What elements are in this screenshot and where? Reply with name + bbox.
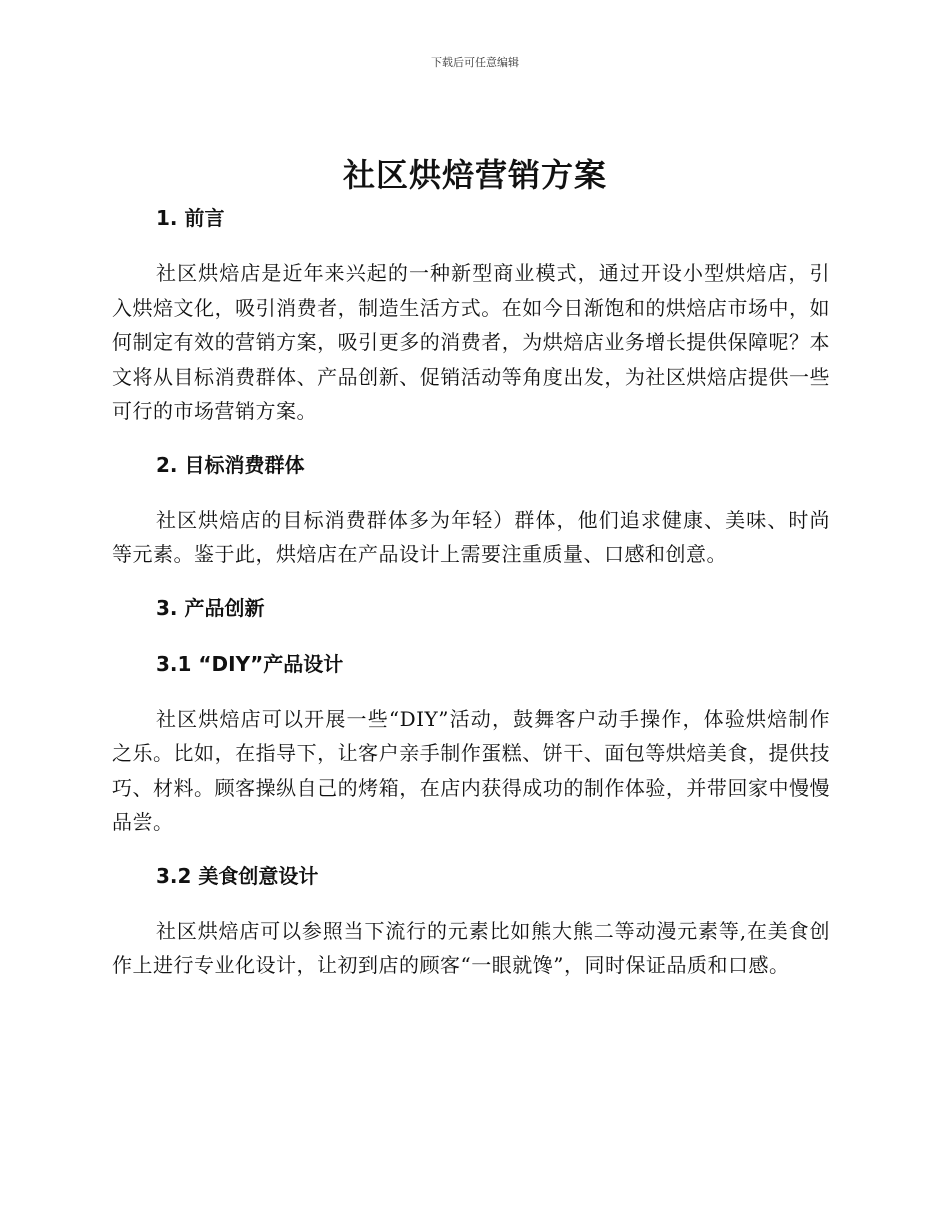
- section-paragraph-target-consumers: 社区烘焙店的目标消费群体多为年轻）群体，他们追求健康、美味、时尚等元素。鉴于此，烘焙店在产品设计上需要注重质量、口感和创意。: [112, 507, 830, 566]
- page-header-note: 下载后可任意编辑: [431, 56, 519, 69]
- section-paragraph-creative-food-design: 社区烘焙店可以参照当下流行的元素比如熊大熊二等动漫元素等,在美食创作上进行专业化设计，让初到店的顾客“一眼就馋”，同时保证品质和口感。: [112, 918, 830, 977]
- section-paragraph-diy-design: 社区烘焙店可以开展一些“DIY”活动，鼓舞客户动手操作，体验烘焙制作之乐。比如，在指导下，让客户亲手制作蛋糕、饼干、面包等烘焙美食，提供技巧、材料。顾客操纵自己的烤箱，在店内获得成功的制作体验，并带回家中慢慢品尝。: [112, 706, 830, 834]
- section-heading-creative-food-design: 3.2 美食创意设计: [156, 863, 319, 888]
- section-paragraph-preface: 社区烘焙店是近年来兴起的一种新型商业模式，通过开设小型烘焙店，引入烘焙文化，吸引消费者，制造生活方式。在如今日渐饱和的烘焙店市场中，如何制定有效的营销方案，吸引更多的消费者，为烘焙店业务增长提供保障呢？本文将从目标消费群体、产品创新、促销活动等角度出发，为社区烘焙店提供一些可行的市场营销方案。: [112, 261, 830, 423]
- document-body: [112, 200, 830, 983]
- section-heading-diy-design: 3.1 “DIY”产品设计: [156, 651, 344, 676]
- section-heading-product-innovation: 3. 产品创新: [156, 595, 265, 620]
- section-heading-target-consumers: 2. 目标消费群体: [156, 452, 305, 477]
- section-heading-preface: 1. 前言: [156, 206, 225, 230]
- document-title: 社区烘焙营销方案: [342, 156, 607, 194]
